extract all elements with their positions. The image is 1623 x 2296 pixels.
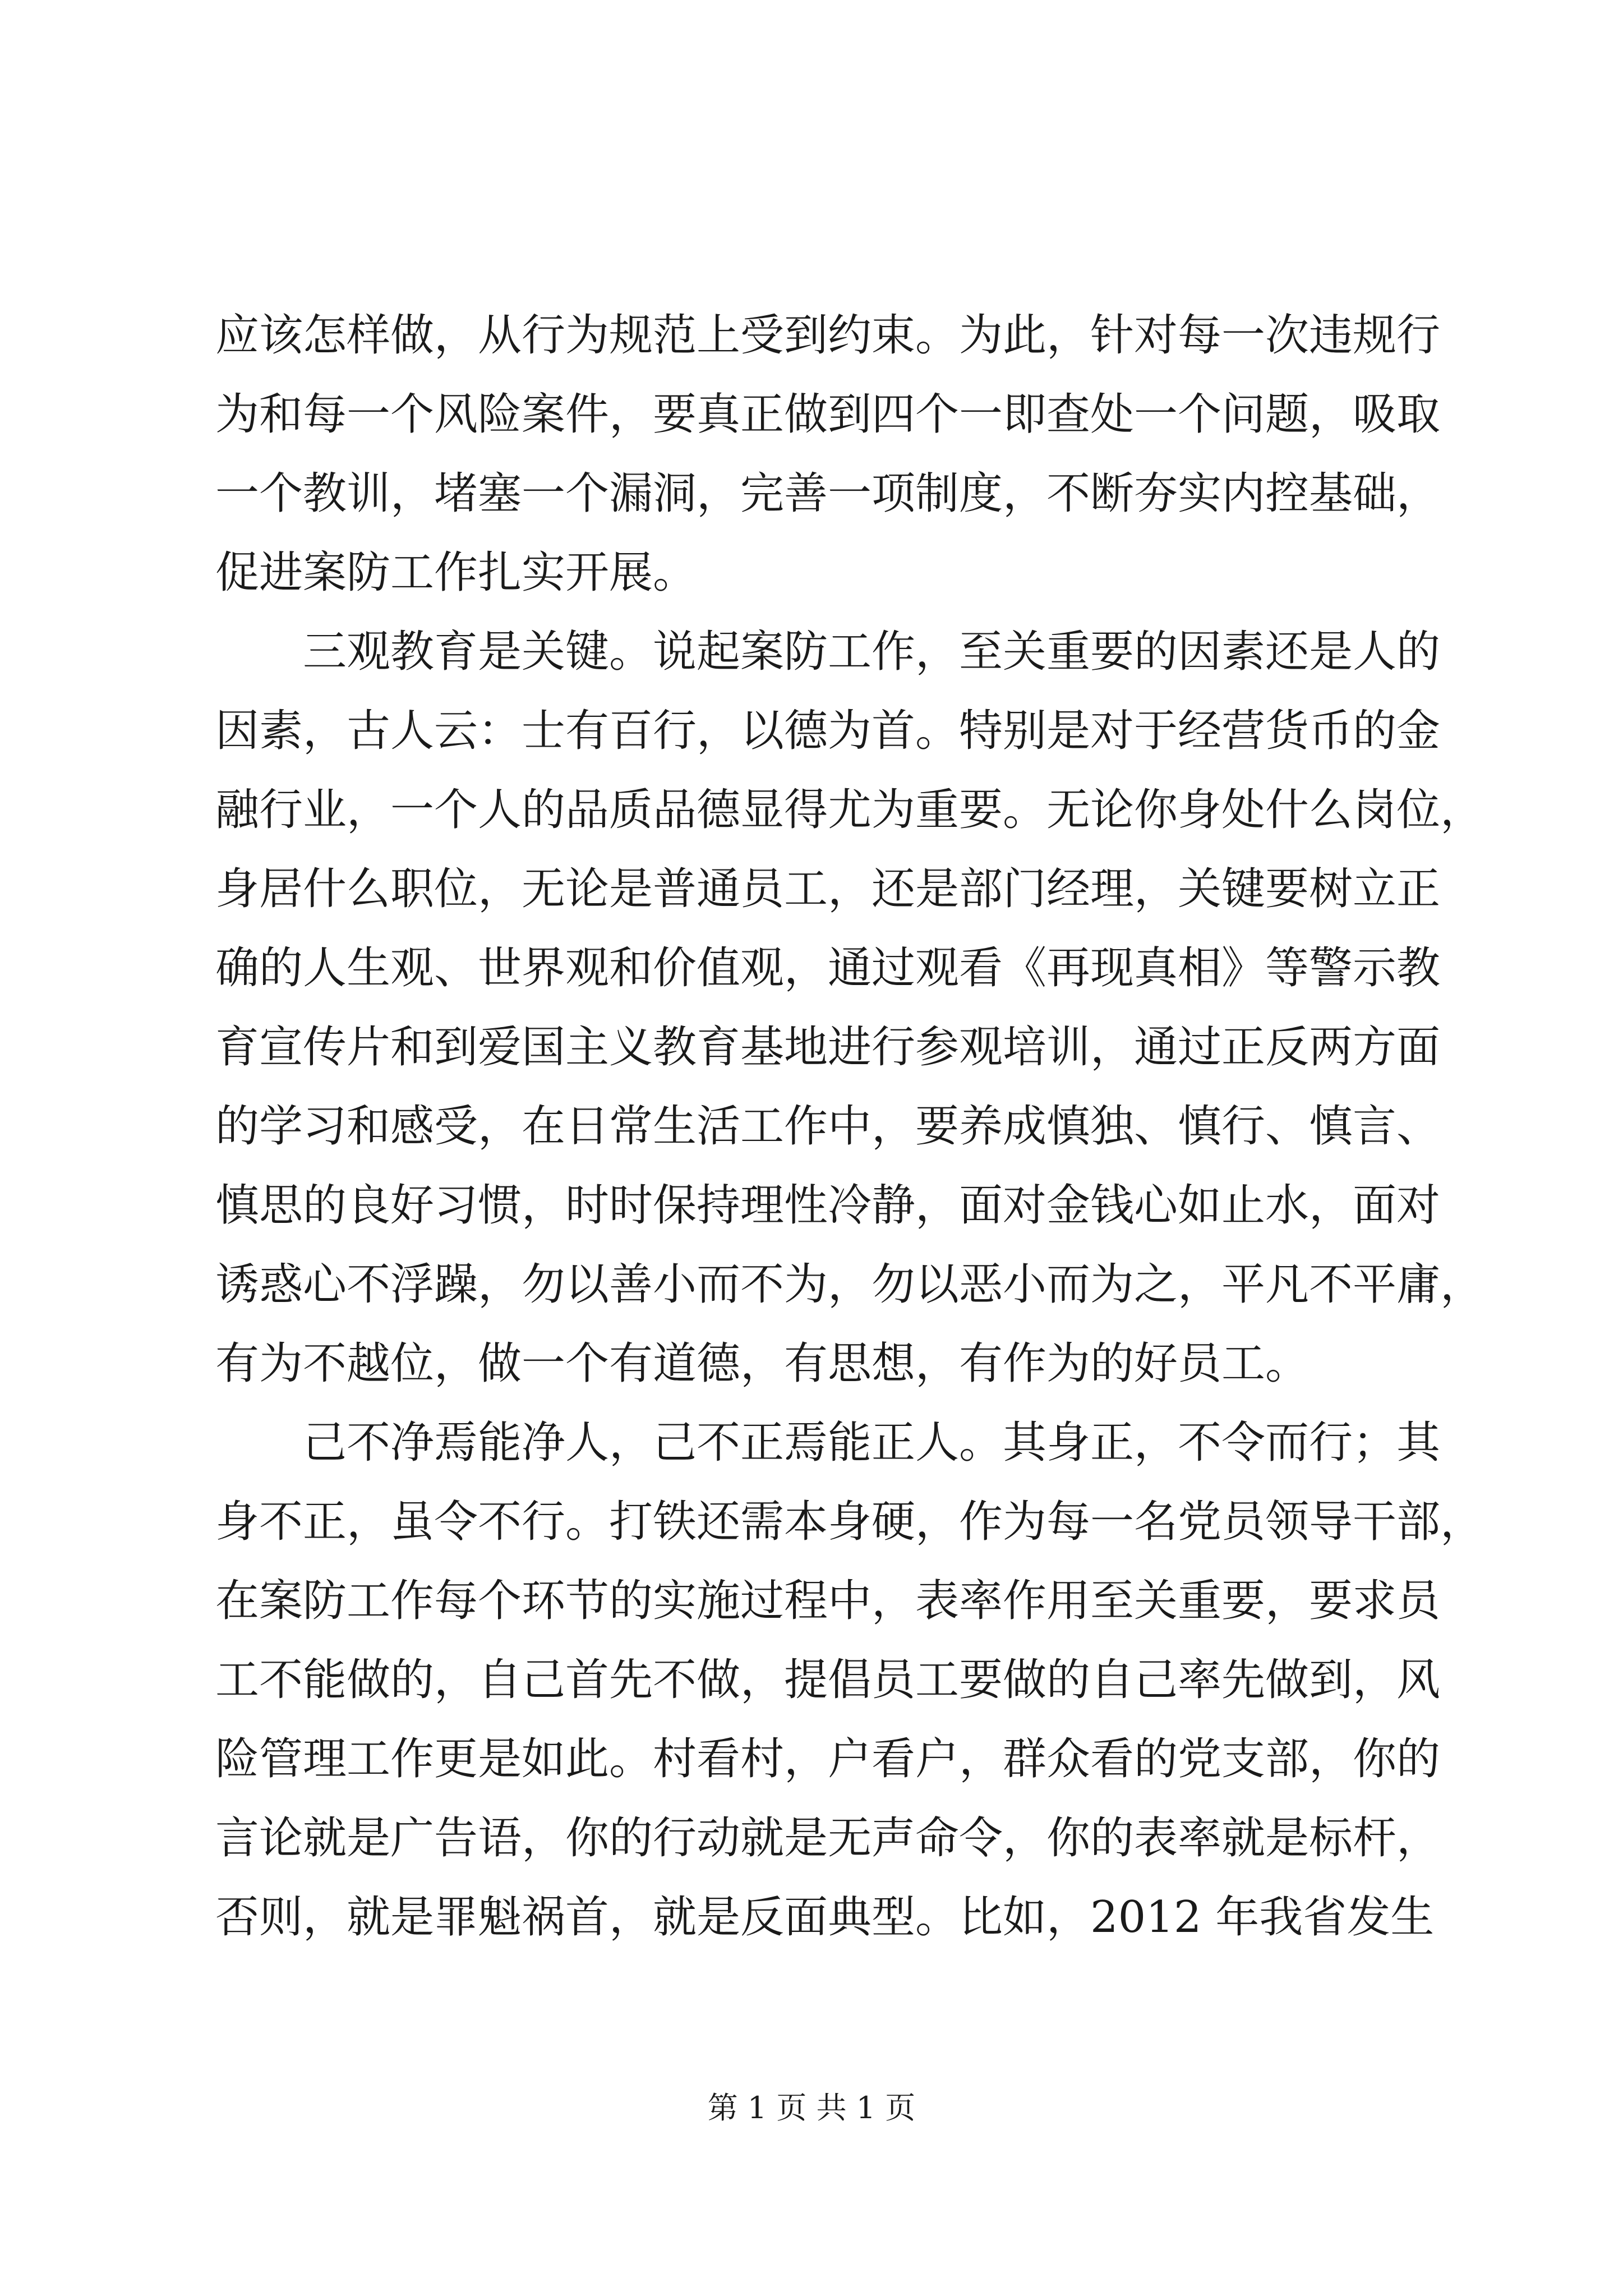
text-line: 为和每一个风险案件，要真正做到四个一即查处一个问题，吸取 (215, 389, 1441, 440)
text-line: 在案防工作每个环节的实施过程中，表率作用至关重要，要求员 (215, 1576, 1441, 1626)
page-footer (0, 2086, 1623, 2131)
text-line: 工不能做的，自己首先不做，提倡员工要做的自己率先做到，风 (215, 1655, 1441, 1705)
text-line: 确的人生观、世界观和价值观，通过观看《再现真相》等警示教 (215, 943, 1441, 993)
text-line: 慎思的良好习惯，时时保持理性冷静，面对金钱心如止水，面对 (215, 1180, 1441, 1231)
text-line: 三观教育是关键。说起案防工作，至关重要的因素还是人的 (303, 627, 1441, 677)
text-line: 有为不越位，做一个有道德，有思想，有作为的好员工。 (215, 1338, 1310, 1389)
text-line: 因素，古人云：士有百行，以德为首。特别是对于经营货币的金 (215, 706, 1441, 756)
text-line: 融行业，一个人的品质品德显得尤为重要。无论你身处什么岗位， (215, 785, 1484, 835)
text-line: 的学习和感受，在日常生活工作中，要养成慎独、慎行、慎言、 (215, 1101, 1441, 1152)
text-line: 身不正，虽令不行。打铁还需本身硬，作为每一名党员领导干部， (215, 1497, 1484, 1547)
text-line: 促进案防工作扎实开展。 (215, 547, 697, 598)
text-line: 险管理工作更是如此。村看村，户看户，群众看的党支部，你的 (215, 1734, 1441, 1784)
page-number-label: 第 1 页 共 1 页 (707, 2090, 916, 2125)
text-line: 身居什么职位，无论是普通员工，还是部门经理，关键要树立正 (215, 864, 1441, 914)
text-line: 否则，就是罪魁祸首，就是反面典型。比如，2012 年我省发生 (215, 1892, 1435, 1943)
text-line: 言论就是广告语，你的行动就是无声命令，你的表率就是标杆， (215, 1813, 1441, 1864)
text-line: 己不净焉能净人，己不正焉能正人。其身正，不令而行；其 (303, 1418, 1441, 1468)
text-line: 应该怎样做，从行为规范上受到约束。为此，针对每一次违规行 (215, 310, 1441, 361)
text-line: 育宣传片和到爱国主义教育基地进行参观培训，通过正反两方面 (215, 1022, 1441, 1073)
document-body (215, 296, 1484, 1957)
text-line: 一个教训，堵塞一个漏洞，完善一项制度，不断夯实内控基础， (215, 468, 1441, 519)
text-line: 诱惑心不浮躁，勿以善小而不为，勿以恶小而为之，平凡不平庸， (215, 1259, 1484, 1310)
